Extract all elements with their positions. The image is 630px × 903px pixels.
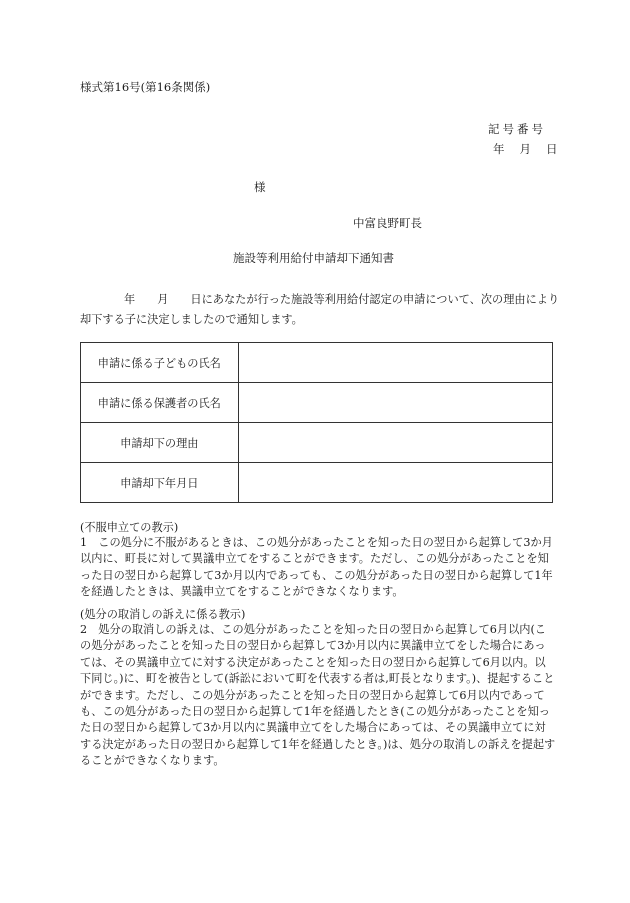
date-day-label: 日: [546, 142, 558, 156]
info-table: [80, 342, 553, 503]
lawsuit-notice-heading: (処分の取消しの訴えに係る教示): [80, 608, 246, 621]
appeal-notice-text: 1 この処分に不服があるときは、この処分があったことを知った日の翌日から起算して3か月以内に、町長に対して異議申立てをすることができます。ただし、この処分があったことを知った日の翌日から起算して3か月以内であっても、この処分があった日の翌日から起算して1年を経過したときは、異議申立てをすることができなくなります。: [80, 536, 553, 599]
body-month-label: 月: [157, 293, 169, 306]
table-row: [81, 383, 553, 423]
table-row: [81, 343, 553, 383]
date-month-label: 月: [519, 142, 531, 156]
document-date: [493, 141, 558, 157]
notice-body: [80, 290, 560, 330]
table-row: [81, 423, 553, 463]
addressee-honorific: 様: [254, 180, 266, 194]
row-label-child-name: 申請に係る子どもの氏名: [81, 343, 239, 383]
issuer-name: 中富良野町長: [353, 216, 422, 230]
row-label-rejection-reason: 申請却下の理由: [81, 423, 239, 463]
form-number: 様式第16号(第16条関係): [80, 80, 211, 94]
row-value-rejection-reason: [238, 423, 552, 463]
document-title: 施設等利用給付申請却下通知書: [233, 251, 394, 265]
date-year-label: 年: [493, 142, 505, 156]
appeal-notice-heading: (不服申立ての教示): [80, 521, 179, 534]
row-label-rejection-date: 申請却下年月日: [81, 463, 239, 503]
body-year-label: 年: [124, 293, 136, 306]
lawsuit-notice-text: 2 処分の取消しの訴えは、この処分があったことを知った日の翌日から起算して6月以内(この処分があったことを知った日の翌日から起算して3か月以内に異議申立てをした場合にあっては、その異議申立てに対する決定があったことを知った日の翌日から起算して6月以内。以下同じ。)に、町を被告として(訴訟において町を代表する者は,町長となります。)、提起することができます。ただし、この処分があったことを知った日の翌日から起算して6月以内であっても、この処分があった日の翌日から起算して1年を経過したとき(この処分があったことを知った日の翌日から起算して3か月以内に異議申立てをした場合にあっては、その異議申立てに対する決定があった日の翌日から起算して1年を経過したとき。)は、処分の取消しの訴えを提起することができなくなります。: [80, 623, 556, 768]
row-value-guardian-name: [238, 383, 552, 423]
body-text: 日にあなたが行った施設等利用給付認定の申請について、次の理由により却下する子に決定しましたので通知します。: [80, 293, 560, 326]
row-label-guardian-name: 申請に係る保護者の氏名: [81, 383, 239, 423]
row-value-child-name: [238, 343, 552, 383]
row-value-rejection-date: [238, 463, 552, 503]
document-reference-number: 記号番号: [488, 122, 546, 136]
table-row: [81, 463, 553, 503]
